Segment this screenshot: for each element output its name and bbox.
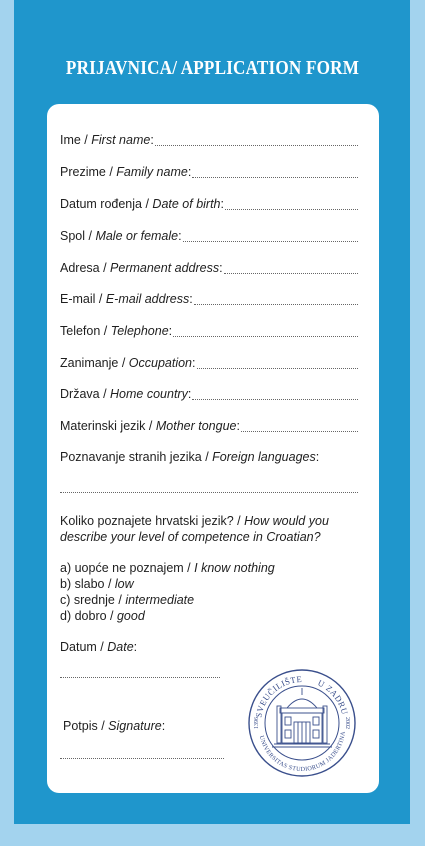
- field-input-line[interactable]: [192, 177, 358, 178]
- field-input-line[interactable]: [192, 399, 358, 400]
- field-permanent-address[interactable]: [60, 259, 358, 275]
- field-label: Adresa / Permanent address:: [60, 261, 223, 275]
- svg-text:SVEUČILIŠTE: [253, 674, 302, 718]
- field-label: Ime / First name:: [60, 133, 154, 147]
- field-input-line[interactable]: [173, 336, 358, 337]
- field-gender[interactable]: [60, 227, 358, 243]
- seal-text-bottom: UNIVERSITAS STUDIORUM JADERTINA: [257, 730, 347, 774]
- field-mother-tongue[interactable]: [60, 417, 358, 433]
- field-family-name[interactable]: [60, 163, 358, 179]
- field-foreign-languages-label: Poznavanje stranih jezika / Foreign languages:: [60, 450, 320, 464]
- form-title: PRIJAVNICA/ APPLICATION FORM: [65, 58, 360, 79]
- signature-input-line[interactable]: [60, 758, 224, 759]
- field-home-country[interactable]: [60, 385, 358, 401]
- seal-year-left: 1396: [254, 717, 260, 729]
- foreign-languages-input-line[interactable]: [60, 492, 358, 493]
- field-input-line[interactable]: [197, 368, 359, 369]
- field-first-name[interactable]: [60, 131, 358, 147]
- option-d[interactable]: d) dobro / good: [60, 609, 145, 623]
- field-date-of-birth[interactable]: [60, 195, 358, 211]
- croatian-competence-question: Koliko poznajete hrvatski jezik? / How would you describe your level of competence in Croatian?: [60, 514, 329, 544]
- university-seal-icon: [247, 668, 357, 778]
- field-input-line[interactable]: [155, 145, 358, 146]
- field-telephone[interactable]: [60, 322, 358, 338]
- field-label: Država / Home country:: [60, 387, 192, 401]
- field-input-line[interactable]: [241, 431, 358, 432]
- field-email[interactable]: [60, 290, 358, 306]
- svg-text:U ZADRU: [316, 678, 350, 716]
- field-input-line[interactable]: [183, 241, 358, 242]
- field-input-line[interactable]: [225, 209, 358, 210]
- field-label: E-mail / E-mail address:: [60, 292, 193, 306]
- seal-year-right: 2002: [344, 717, 350, 729]
- field-input-line[interactable]: [194, 304, 358, 305]
- field-label: Materinski jezik / Mother tongue:: [60, 419, 240, 433]
- field-input-line[interactable]: [224, 273, 358, 274]
- field-occupation[interactable]: [60, 354, 358, 370]
- signature-label: Potpis / Signature:: [63, 719, 166, 733]
- field-label: Zanimanje / Occupation:: [60, 356, 196, 370]
- option-a[interactable]: a) uopće ne poznajem / I know nothing: [60, 561, 275, 575]
- option-c[interactable]: c) srednje / intermediate: [60, 593, 195, 607]
- option-b[interactable]: b) slabo / low: [60, 577, 134, 591]
- field-label: Spol / Male or female:: [60, 229, 182, 243]
- date-input-line[interactable]: [60, 677, 220, 678]
- seal-text-top-left: SVEUČILIŠTE: [253, 673, 303, 719]
- date-label: Datum / Date:: [60, 640, 138, 654]
- seal-text-top-right: U ZADRU: [316, 677, 351, 716]
- field-label: Datum rođenja / Date of birth:: [60, 197, 224, 211]
- field-label: Telefon / Telephone:: [60, 324, 173, 338]
- field-label: Prezime / Family name:: [60, 165, 192, 179]
